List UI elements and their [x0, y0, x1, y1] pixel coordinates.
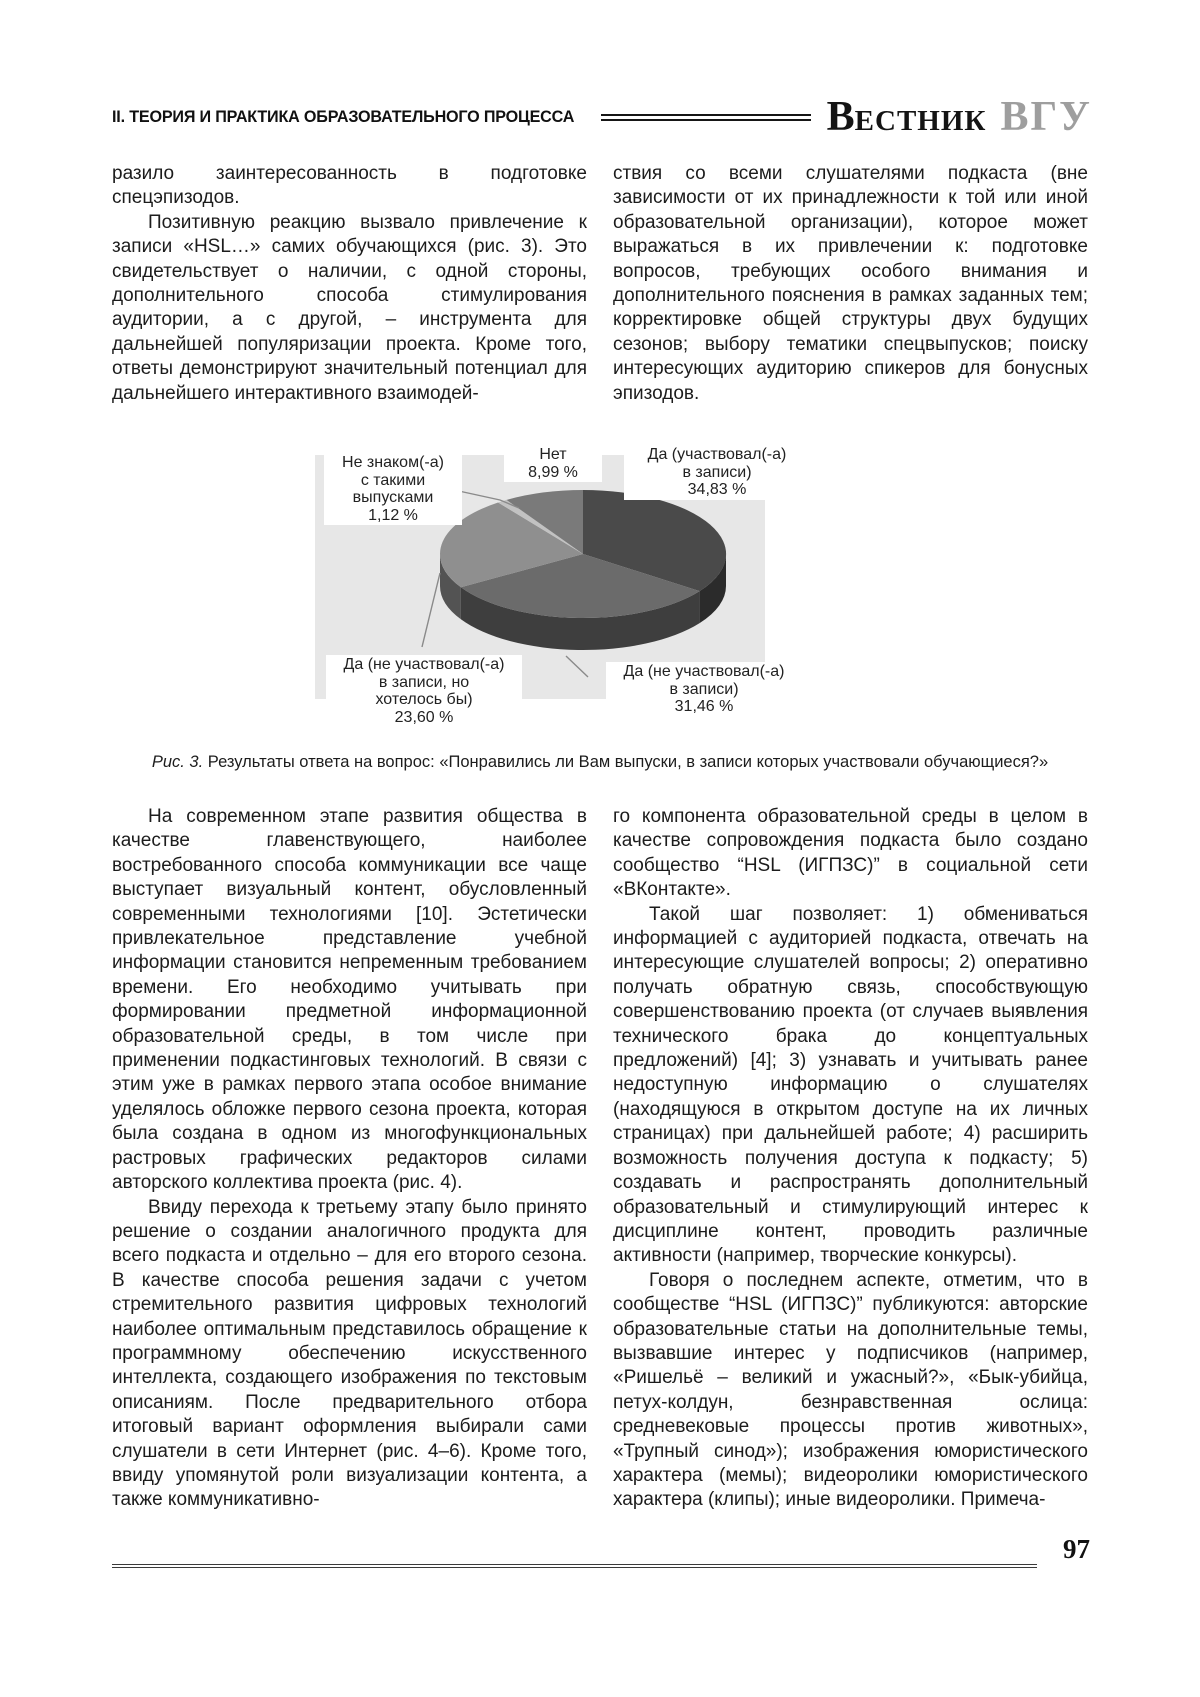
right-column-top [613, 162, 1088, 406]
pie-label-yes-not-participated: Да (не участвовал(-а) в записи) 31,46 % [606, 662, 802, 717]
paragraph: го компонента образовательной среды в целом в качестве сопровождения подкаста было создано сообщество “HSL (ИГПЗС)” в социальной сети «ВКонтакте». [613, 806, 1088, 901]
page-number: 97 [1063, 1534, 1090, 1564]
figure-caption-label: Рис. 3. [151, 753, 204, 771]
journal-logo-rest: ЕСТНИК [854, 105, 987, 137]
pie-label-not-familiar: Не знаком(-а) с такими выпусками 1,12 % [324, 453, 462, 525]
left-column-bottom [112, 805, 587, 1513]
paragraph: Говоря о последнем аспекте, отметим, что в сообществе “HSL (ИГПЗС)” публикуются: авторские образовательные статьи на дополнительные темы, вызвавшие интерес у подписчиков (например, «Ришельё – великий и ужасный?», «Бык-убийца, петух-колдун, безнравственная ослица: средневековые процессы против животных», «Трупный синод»); изображения юмористического характера (мемы); видеоролики юмористического характера (клипы); иные видеоролики. Примеча- [613, 1269, 1088, 1511]
paragraph: На современном этапе развития общества в качестве главенствующего, наиболее востребованного способа коммуникации все чаще выступает визуальный контент, обусловленный современными технологиями [10]. Эстетически привлекательное представление учебной информации становится непременным требованием времени. Его необходимо учитывать при формировании предметной информационной образовательной среды, в том числе при применении подкастинговых технологий. В связи с этим уже в рамках первого этапа особое внимание уделялось обложке первого сезона проекта, которая была создана в одном из многофункциональных растровых графических редакторов силами авторского коллектива проекта (рис. 4). [112, 806, 587, 1194]
figure-caption-text: Результаты ответа на вопрос: «Понравились ли Вам выпуски, в записи которых участвовали обучающиеся?» [203, 753, 1049, 771]
journal-logo-abbr: ВГУ [1000, 94, 1092, 140]
paragraph: Позитивную реакцию вызвало привлечение к записи «HSL…» самих обучающихся (рис. 3). Это свидетельствует о наличии, с одной стороны, дополнительного способа стимулирования аудитории, а с другой, – инструмента для дальнейшей популяризации проекта. Кроме того, ответы демонстрируют значительный потенциал для дальнейшего интерактивного взаимодей- [112, 211, 587, 404]
journal-logo [827, 96, 1092, 138]
pie-label-yes-wanted-to: Да (не участвовал(-а) в записи, но хотелось бы) 23,60 % [326, 655, 522, 727]
left-column-top [112, 162, 587, 406]
pie-label-no: Нет 8,99 % [504, 445, 602, 482]
paragraph: Ввиду перехода к третьему этапу было принято решение о создании аналогичного продукта для всего подкаста и отдельно – для его второго сезона. В качестве способа решения задачи с учетом стремительного развития цифровых технологий наиболее оптимальным представилось обращение к программному обеспечению искусственного интеллекта, создающего изображения по текстовым описаниям. После предварительного отбора итоговый вариант оформления выбирали сами слушатели в сети Интернет (рис. 4–6). Кроме того, ввиду упомянутой роли визуализации контента, а также коммуникативно- [112, 1196, 587, 1511]
figure-caption [112, 753, 1088, 772]
text-columns-bottom [112, 805, 1088, 1513]
pie-label-yes-participated: Да (участвовал(-а) в записи) 34,83 % [624, 445, 810, 500]
section-title: II. ТЕОРИЯ И ПРАКТИКА ОБРАЗОВАТЕЛЬНОГО ПРОЦЕССА [112, 107, 575, 126]
figure-3-pie-chart [100, 415, 1100, 750]
running-head [112, 94, 1092, 140]
paragraph: разило заинтересованность в подготовке спецэпизодов. [112, 163, 587, 209]
header-rule [601, 114, 811, 121]
paragraph: Такой шаг позволяет: 1) обмениваться информацией с аудиторией подкаста, отвечать на интересующие слушателей вопросы; 2) оперативно получать обратную связь, способствующую совершенствованию проекта (от случаев выявления технического брака до концептуальных предложений) [4]; 3) узнавать и учитывать ранее недоступную информацию о слушателях (находящуюся в открытом доступе на их личных страницах) при дальнейшей работе; 4) расширить возможность получения доступа к подкасту; 5) создавать и распространять дополнительный образовательный и стимулирующий интерес к дисциплине контент, проводить различные активности (например, творческие конкурсы). [613, 903, 1088, 1267]
text-columns-top [112, 162, 1088, 406]
journal-logo-initial: В [826, 94, 855, 140]
paragraph: ствия со всеми слушателями подкаста (вне зависимости от их принадлежности к той или иной образовательной организации), которое может выражаться в их привлечении к: подготовке вопросов, требующих особого внимания и дополнительного пояснения в рамках заданных тем; корректировке общей структуры двух будущих сезонов; выбору тематики спецвыпусков; поиску интересующих аудиторию спикеров для бонусных эпизодов. [613, 163, 1088, 404]
right-column-bottom [613, 805, 1088, 1513]
footer-rule [112, 1564, 1037, 1568]
